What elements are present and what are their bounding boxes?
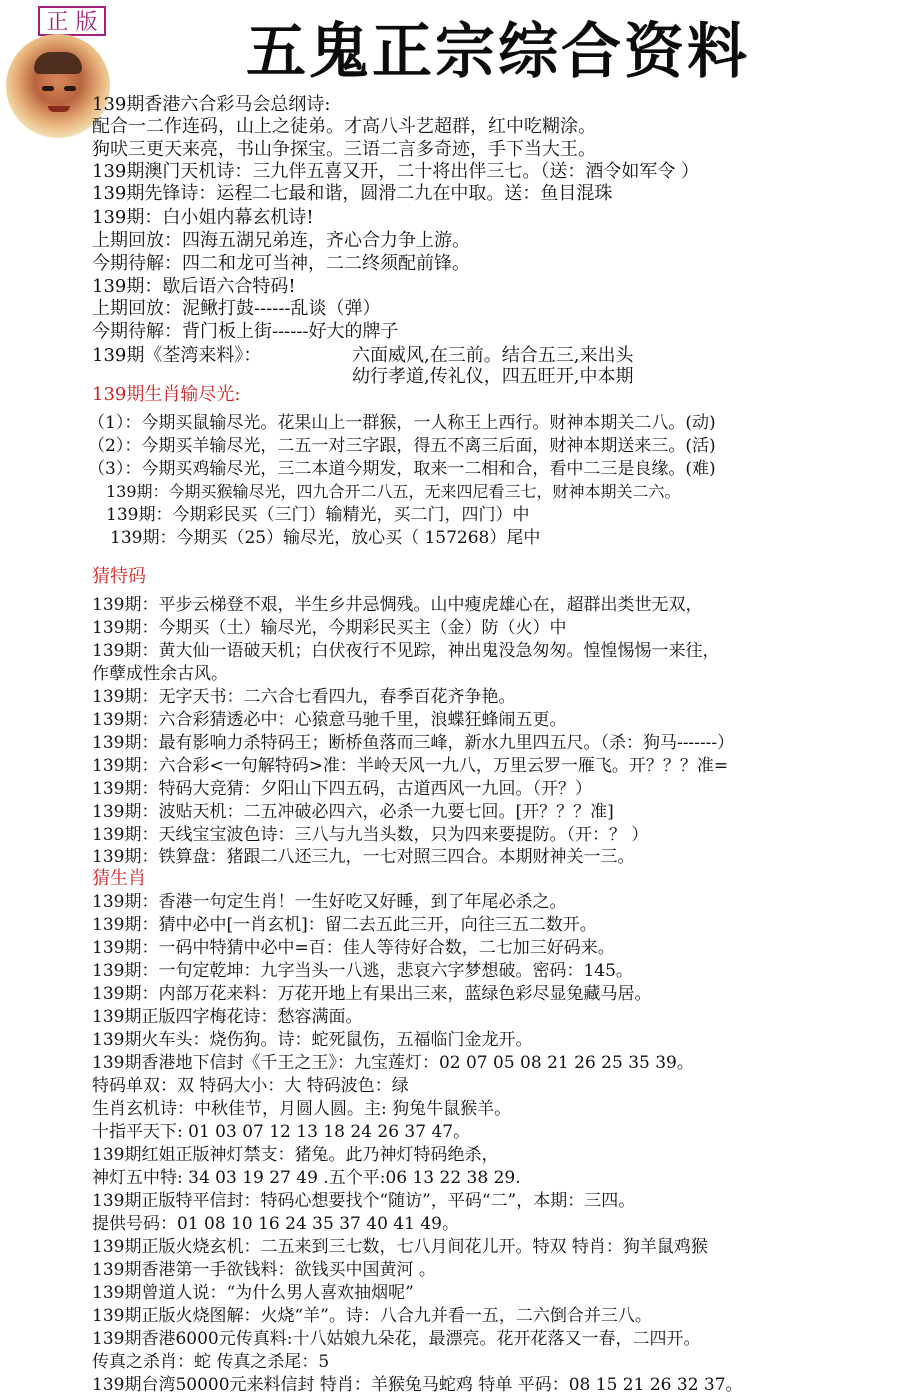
text-line: 139期：歇后语六合特码! bbox=[92, 276, 296, 297]
text-line: 139期：白小姐内幕玄机诗! bbox=[92, 207, 314, 228]
text-line: 139期：猜中必中[一肖玄机]：留二去五此三开，向往三五二数开。 bbox=[92, 915, 597, 935]
text-line: 139期：一句定乾坤：九字当头一八逃，悲哀六字梦想破。密码：145。 bbox=[92, 961, 633, 981]
text-line: 139期红姐正版神灯禁支：猪兔。此乃神灯特码绝杀， bbox=[92, 1145, 499, 1165]
text-line: 139期正版火烧玄机：二五来到三七数，七八月间花儿开。特双 特肖：狗羊鼠鸡猴 bbox=[92, 1237, 708, 1257]
text-line: 配合一二作连码，山上之徒弟。才高八斗艺超群，红中吃糊涂。 bbox=[92, 116, 596, 137]
text-line: 139期：今期买（25）输尽光，放心买（ 157268）尾中 bbox=[110, 528, 541, 548]
text-line: 139期：最有影响力杀特码王；断桥鱼落而三峰，新水九里四五尺。（杀：狗马-------） bbox=[92, 733, 735, 753]
text-line: 139期：今期买（土）输尽光，今期彩民买主（金）防（火）中 bbox=[92, 618, 567, 638]
text-line: 139期澳门天机诗：三九伴五喜又开，二十将出伴三七。（送：酒令如军令 ） bbox=[92, 161, 700, 182]
text-line: 神灯五中特: 34 03 19 27 49 .五个平:06 13 22 38 29. bbox=[92, 1168, 521, 1188]
text-line: 139期：一码中特猜中必中=百：佳人等待好合数，二七加三好码来。 bbox=[92, 938, 615, 958]
text-line: 狗吠三更天来亮，书山争探宝。三语二言多奇迹，手下当大王。 bbox=[92, 139, 596, 160]
text-line: 139期台湾50000元来料信封 特肖：羊猴兔马蛇鸡 特单 平码：08 15 21 26 32 37。 bbox=[92, 1375, 743, 1395]
text-line: 139期香港第一手欲钱料：欲钱买中国黄河 。 bbox=[92, 1260, 436, 1280]
text-line: 上期回放：四海五湖兄弟连，齐心合力争上游。 bbox=[92, 230, 470, 251]
text-line: 特码单双：双 特码大小：大 特码波色：绿 bbox=[92, 1076, 409, 1096]
text-line: 传真之杀肖：蛇 传真之杀尾：5 bbox=[92, 1352, 330, 1372]
text-line: 139期正版火烧图解：火烧“羊”。诗：八合九并看一五，二六倒合并三八。 bbox=[92, 1306, 652, 1326]
text-line: 139期：平步云梯登不艰，半生乡井忌惆残。山中瘦虎雄心在，超群出类世无双， bbox=[92, 595, 703, 615]
text-line: 139期曾道人说：“为什么男人喜欢抽烟呢” bbox=[92, 1283, 414, 1303]
text-line: 139期：无字天书：二六合七看四九，春季百花齐争艳。 bbox=[92, 687, 516, 707]
text-line: 六面威风,在三前。结合五三,来出头 bbox=[352, 345, 634, 366]
section-heading-zodiac-lose: 139期生肖输尽光: bbox=[92, 384, 241, 405]
text-line: 139期《荃湾来料》： bbox=[92, 345, 262, 366]
page-title: 五鬼正宗综合资料 bbox=[246, 17, 750, 87]
text-line: 139期：今期彩民买（三门）输精光，买二门，四门）中 bbox=[106, 505, 530, 525]
text-line: 幼行孝道,传礼仪，四五旺开,中本期 bbox=[352, 366, 634, 387]
text-line: 139期：六合彩猜透必中：心猿意马驰千里，浪蝶狂蜂闹五更。 bbox=[92, 710, 567, 730]
text-line: 139期：内部万花来料：万花开地上有果出三来，蓝绿色彩尽显兔藏马居。 bbox=[92, 984, 652, 1004]
text-line: 139期香港六合彩马会总纲诗: bbox=[92, 94, 331, 115]
text-line: 139期香港6000元传真料:十八姑娘九朵花，最漂亮。花开花落又一春，二四开。 bbox=[92, 1329, 701, 1349]
text-line: 139期火车头：烧伤狗。诗：蛇死鼠伤，五福临门金龙开。 bbox=[92, 1030, 533, 1050]
text-line: 十指平天下: 01 03 07 12 13 18 24 26 37 47。 bbox=[92, 1122, 471, 1142]
text-line: 139期香港地下信封《千王之王》：九宝莲灯：02 07 05 08 21 26 25 35 39。 bbox=[92, 1053, 694, 1073]
text-line: 提供号码：01 08 10 16 24 35 37 40 41 49。 bbox=[92, 1214, 459, 1234]
section-heading-guess-special: 猜特码 bbox=[92, 566, 146, 587]
text-line: 139期：天线宝宝波色诗：三八与九当头数，只为四来要提防。（开：？ ） bbox=[92, 825, 649, 845]
text-line: 139期：香港一句定生肖！一生好吃又好睡，到了年尾必杀之。 bbox=[92, 892, 567, 912]
text-line: 139期：铁算盘：猪跟二八还三九，一七对照三四合。本期财神关一三。 bbox=[92, 847, 635, 867]
text-line: 139期：特码大竞猜：夕阳山下四五码，古道西风一九回。（开？） bbox=[92, 779, 592, 799]
text-line: 上期回放：泥鳅打鼓------乱谈（弹） bbox=[92, 298, 381, 319]
text-line: 139期：波贴天机：二五冲破必四六，必杀一九要七回。[开？？？准] bbox=[92, 802, 614, 822]
text-line: （1）：今期买鼠输尽光。花果山上一群猴，一人称王上西行。财神本期关二八。(动) bbox=[88, 413, 716, 433]
text-line: （3）：今期买鸡输尽光，三二本道今期发，取来一二相和合，看中二三是良缘。(难) bbox=[88, 459, 716, 479]
text-line: 139期：今期买猴输尽光，四九合开二八五，无来四尼看三七，财神本期关二六。 bbox=[106, 482, 681, 501]
text-line: 139期先锋诗：运程二七最和谐，圆滑二九在中取。送：鱼目混珠 bbox=[92, 183, 613, 204]
text-line: 139期正版四字梅花诗：愁容满面。 bbox=[92, 1007, 363, 1027]
text-line: 生肖玄机诗：中秋佳节，月圆人圆。主: 狗兔牛鼠猴羊。 bbox=[92, 1099, 512, 1119]
text-line: 139期正版特平信封：特码心想要找个“随访”，平码“二”，本期：三四。 bbox=[92, 1191, 636, 1211]
text-line: 今期待解：背门板上街------好大的牌子 bbox=[92, 321, 399, 342]
text-line: 139期：六合彩<一句解特码>准：半岭天风一九八，万里云罗一雁飞。开？？？准= bbox=[92, 756, 729, 776]
text-line: （2）：今期买羊输尽光，二五一对三字跟，得五不离三后面，财神本期送来三。(活) bbox=[88, 436, 716, 456]
text-line: 今期待解：四二和龙可当神，二二终须配前锋。 bbox=[92, 253, 470, 274]
text-line: 作孽成性余古风。 bbox=[92, 664, 228, 684]
genuine-badge: 正 版 bbox=[38, 6, 106, 36]
text-line: 139期：黄大仙一语破天机；白伏夜行不见踪，神出鬼没急匆匆。惶惶惕惕一来往， bbox=[92, 641, 720, 661]
section-heading-guess-zodiac: 猜生肖 bbox=[92, 868, 146, 889]
